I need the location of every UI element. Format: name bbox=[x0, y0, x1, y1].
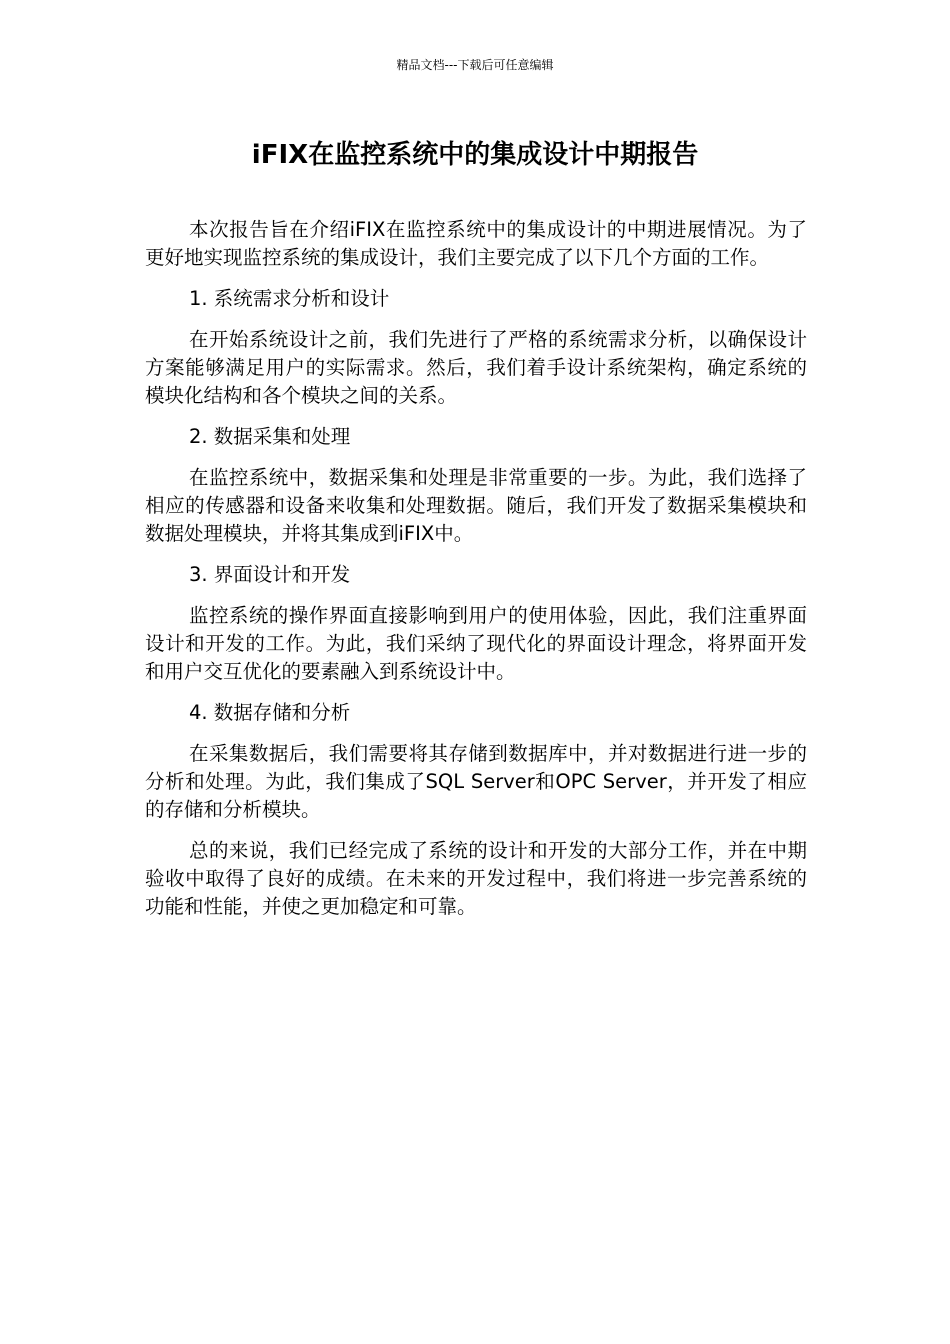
section-paragraph-interface: 监控系统的操作界面直接影响到用户的使用体验，因此，我们注重界面设计和开发的工作。为此，我们采纳了现代化的界面设计理念，将界面开发和用户交互优化的要素融入到系统设计中。 bbox=[145, 604, 807, 683]
document-body bbox=[145, 216, 807, 934]
document-title: iFIX在监控系统中的集成设计中期报告 bbox=[251, 140, 699, 170]
header-note: 精品文档---下载后可任意编辑 bbox=[396, 58, 554, 72]
section-heading-storage: 4. 数据存储和分析 bbox=[189, 701, 351, 724]
section-paragraph-data-collection: 在监控系统中，数据采集和处理是非常重要的一步。为此，我们选择了相应的传感器和设备来收集和处理数据。随后，我们开发了数据采集模块和数据处理模块，并将其集成到iFIX中。 bbox=[145, 466, 807, 545]
section-heading-requirements: 1. 系统需求分析和设计 bbox=[189, 287, 390, 310]
intro-paragraph: 本次报告旨在介绍iFIX在监控系统中的集成设计的中期进展情况。为了更好地实现监控系统的集成设计，我们主要完成了以下几个方面的工作。 bbox=[145, 218, 807, 269]
section-heading-data-collection: 2. 数据采集和处理 bbox=[189, 425, 351, 448]
section-heading-interface: 3. 界面设计和开发 bbox=[189, 563, 351, 586]
section-paragraph-storage: 在采集数据后，我们需要将其存储到数据库中，并对数据进行进一步的分析和处理。为此，我们集成了SQL Server和OPC Server，并开发了相应的存储和分析模块。 bbox=[145, 742, 807, 821]
conclusion-paragraph: 总的来说，我们已经完成了系统的设计和开发的大部分工作，并在中期验收中取得了良好的成绩。在未来的开发过程中，我们将进一步完善系统的功能和性能，并使之更加稳定和可靠。 bbox=[145, 839, 807, 918]
section-paragraph-requirements: 在开始系统设计之前，我们先进行了严格的系统需求分析，以确保设计方案能够满足用户的实际需求。然后，我们着手设计系统架构，确定系统的模块化结构和各个模块之间的关系。 bbox=[145, 328, 807, 407]
